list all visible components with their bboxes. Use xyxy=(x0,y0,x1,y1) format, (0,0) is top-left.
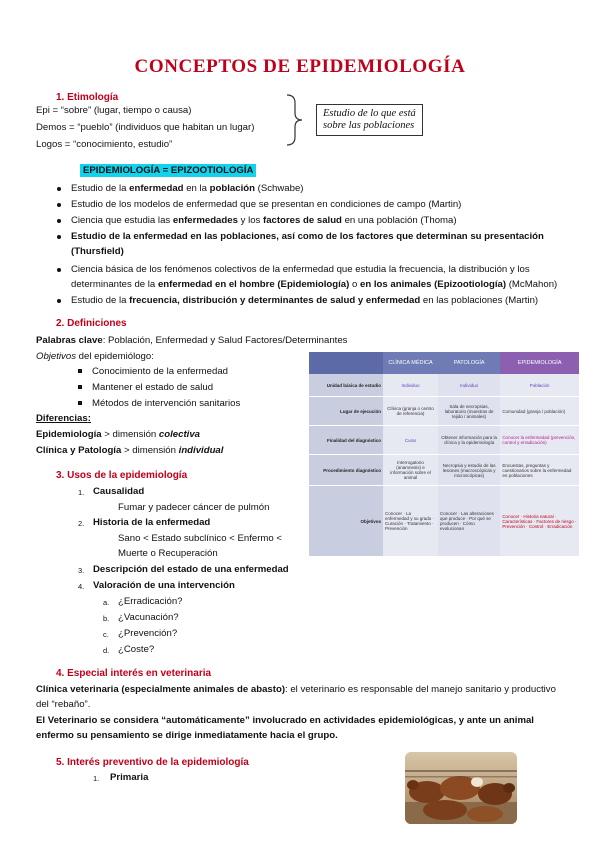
box-line-2: sobre las poblaciones xyxy=(323,120,415,131)
use-historia: Historia de la enfermedad xyxy=(93,517,211,528)
use-number: 3. xyxy=(78,566,85,575)
table-header xyxy=(309,352,383,374)
table-row: Lugar de ejecución Clínica (granja o centro de referencia) Sala de necropsias, laboratorio (muestras de tejido / animales) Comunidad (granja / población) xyxy=(309,397,579,426)
curly-brace-icon xyxy=(285,93,307,147)
use-number: 4. xyxy=(78,582,85,591)
square-bullet xyxy=(78,385,82,389)
bullet-dot xyxy=(57,203,61,207)
objective-2: Mantener el estado de salud xyxy=(92,382,214,393)
box-line-1: Estudio de lo que está xyxy=(323,108,416,119)
section-1-heading: 1. Etimología xyxy=(56,92,119,103)
use-descripcion: Descripción del estado de una enfermedad xyxy=(93,564,289,575)
definition-martin-1: Estudio de los modelos de enfermedad que se presentan en condiciones de campo (Martin) xyxy=(71,199,462,210)
prevention-number: 1. xyxy=(93,774,100,783)
use-valoracion: Valoración de una intervención xyxy=(93,580,235,591)
veterinary-paragraph-1: Clínica veterinaria (especialmente animales de abasto): el veterinario es responsable del manejo sanitario y productivo del “rebaño”. xyxy=(36,684,556,710)
etymology-epi: Epi = “sobre” (lugar, tiempo o causa) xyxy=(36,105,192,116)
difference-epidemiology: Epidemiología > dimensión colectiva xyxy=(36,429,200,440)
question-coste: ¿Coste? xyxy=(118,644,155,655)
table-row: Objetivos Conocer · La enfermedad y su grado · Curación · Tratamiento · Prevención Conocer · Las alteraciones que produce · Por qué se producen · Cómo evolucionan Conocer · Historia natural · Características · Factores de riesgo · Prevención · Control · Erradicación xyxy=(309,486,579,557)
section-2-heading: 2. Definiciones xyxy=(56,318,127,329)
differences-label: Diferencias: xyxy=(36,413,91,424)
table-row: Procedimiento diagnóstico Interrogatorio (anamnesis) e información sobre el animal Necropsia y estudio de las lesiones (macroscópicas y microscópicas) Encuestas, preguntas y cuestionarios sobre la enfermedad en poblaciones xyxy=(309,455,579,486)
section-3-heading: 3. Usos de la epidemiología xyxy=(56,470,188,481)
table-row: Finalidad del diagnóstico Curar Obtener información para la clínica y la epidemiología Conocer la enfermedad (prevención, control y erradicación) xyxy=(309,426,579,455)
question-prevencion: ¿Prevención? xyxy=(118,628,178,639)
question-erradicacion: ¿Erradicación? xyxy=(118,596,183,607)
question-letter: a. xyxy=(103,598,110,607)
comparison-table xyxy=(309,352,579,557)
square-bullet xyxy=(78,369,82,373)
definition-schwabe: Estudio de la enfermedad en la población (Schwabe) xyxy=(71,183,304,194)
etymology-summary-box xyxy=(316,104,423,136)
question-letter: c. xyxy=(103,630,109,639)
objectives-line: Objetivos del epidemiólogo: xyxy=(36,351,154,362)
etymology-logos: Logos = “conocimiento, estudio” xyxy=(36,139,173,150)
definition-thursfield: Estudio de la enfermedad en las poblaciones, así como de los factores que determinan su presentación (Thursfield) xyxy=(71,231,544,257)
historia-line-1: Sano < Estado subclínico < Enfermo < xyxy=(118,533,282,544)
question-vacunacion: ¿Vacunación? xyxy=(118,612,179,623)
objective-3: Métodos de intervención sanitarios xyxy=(92,398,241,409)
prevention-primaria: Primaria xyxy=(110,772,149,783)
bullet-dot xyxy=(57,235,61,239)
use-number: 1. xyxy=(78,488,85,497)
table-header: PATOLOGÍA xyxy=(438,352,500,374)
bullet-dot xyxy=(57,268,61,272)
page-title: CONCEPTOS DE EPIDEMIOLOGÍA xyxy=(134,56,466,77)
bullet-dot xyxy=(57,219,61,223)
use-number: 2. xyxy=(78,519,85,528)
square-bullet xyxy=(78,401,82,405)
definition-thoma: Ciencia que estudia las enfermedades y los factores de salud en una población (Thoma) xyxy=(71,215,457,226)
etymology-demos: Demos = “pueblo” (individuos que habitan un lugar) xyxy=(36,122,255,133)
question-letter: b. xyxy=(103,614,110,623)
difference-clinical: Clínica y Patología > dimensión individual xyxy=(36,445,224,456)
definition-martin-2: Estudio de la frecuencia, distribución y determinantes de salud y enfermedad en las poblaciones (Martin) xyxy=(71,295,539,306)
objective-1: Conocimiento de la enfermedad xyxy=(92,366,228,377)
definition-mcmahon: Ciencia básica de los fenómenos colectivos de la enfermedad que estudia la frecuencia, la distribución y los determinantes de la enfermedad en el hombre (Epidemiología) o en los animales (Epizootiología) (McMahon) xyxy=(71,264,558,290)
epidemiologia-highlight: EPIDEMIOLOGÍA = EPIZOOTIOLOGÍA xyxy=(80,165,256,176)
use-causalidad: Causalidad xyxy=(93,486,145,497)
veterinary-paragraph-2: El Veterinario se considera “automáticamente” involucrado en actividades epidemiológicas, y ante un animal enfermo su pensamiento se dirige inmediatamente hacia el grupo. xyxy=(36,715,534,741)
bullet-dot xyxy=(57,187,61,191)
causalidad-example: Fumar y padecer cáncer de pulmón xyxy=(118,502,270,513)
bullet-dot xyxy=(57,299,61,303)
historia-line-2: Muerte o Recuperación xyxy=(118,548,218,559)
table-header: CLÍNICA MÉDICA xyxy=(383,352,438,374)
question-letter: d. xyxy=(103,646,110,655)
keywords-line: Palabras clave: Población, Enfermedad y Salud Factores/Determinantes xyxy=(36,335,348,346)
section-4-heading: 4. Especial interés en veterinaria xyxy=(56,668,212,679)
table-header-row xyxy=(309,352,579,374)
table-header: EPIDEMIOLOGÍA xyxy=(500,352,579,374)
cattle-photo xyxy=(405,752,517,824)
table-row: Unidad básica de estudio Individuo Individuo Población xyxy=(309,374,579,397)
section-5-heading: 5. Interés preventivo de la epidemiología xyxy=(56,757,249,768)
